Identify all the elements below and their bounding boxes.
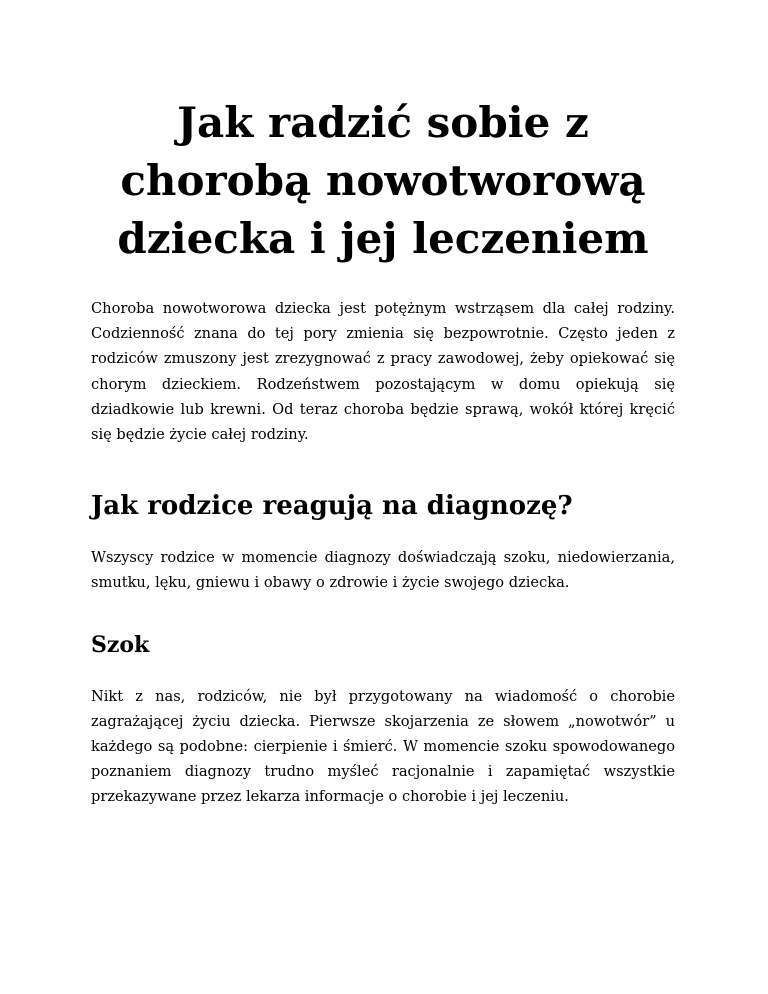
subsection-heading: Szok <box>91 631 150 658</box>
section-heading: Jak rodzice reagują na diagnozę? <box>91 491 573 522</box>
subsection-paragraph: Nikt z nas, rodziców, nie był przygotowany na wiadomość o chorobie zagrażającej życiu dziecka. Pierwsze skojarzenia ze słowem „nowotwór” u każdego są podobne: cierpienie i śmierć. W momencie szoku spowodowanego poznaniem diagnozy trudno myśleć racjonalnie i zapamiętać wszystkie przekazywane przez lekarza informacje o chorobie i jej leczeniu. <box>91 687 675 806</box>
section-paragraph: Wszyscy rodzice w momencie diagnozy doświadczają szoku, niedowierzania, smutku, lęku, gniewu i obawy o zdrowie i życie swojego dziecka. <box>91 549 675 592</box>
intro-paragraph: Choroba nowotworowa dziecka jest potężnym wstrząsem dla całej rodziny. Codzienność znana do tej pory zmienia się bezpowrotnie. Często jeden z rodziców zmuszony jest zrezygnować z pracy zawodowej, żeby opiekować się chorym dzieckiem. Rodzeństwem pozostającym w domu opiekują się dziadkowie lub krewni. Od teraz choroba będzie sprawą, wokół której kręcić się będzie życie całej rodziny. <box>91 300 675 444</box>
document-title: Jak radzić sobie z chorobą nowotworową dziecka i jej leczeniem <box>117 98 649 263</box>
